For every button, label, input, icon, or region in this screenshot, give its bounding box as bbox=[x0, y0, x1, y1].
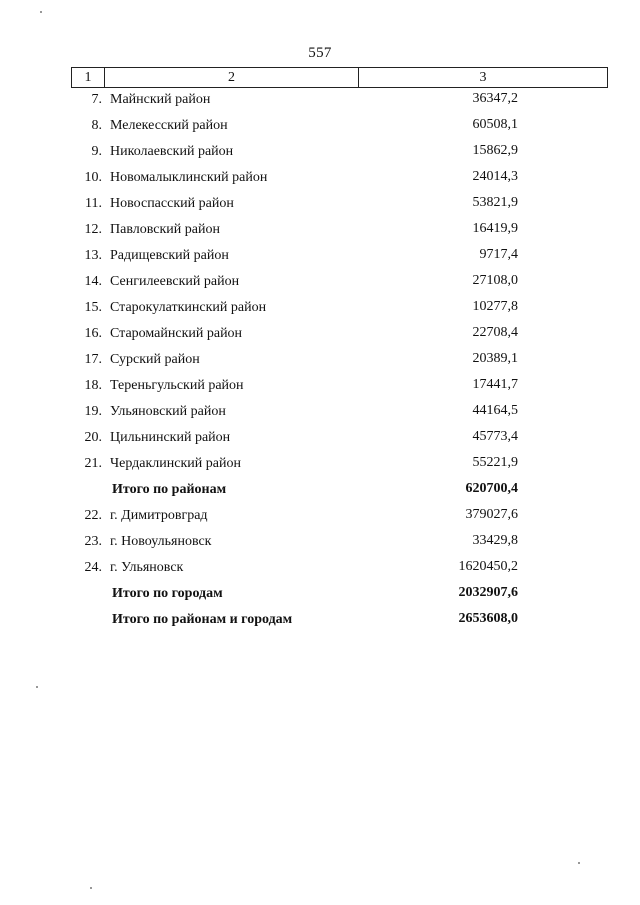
header-col-2: 2 bbox=[105, 68, 359, 87]
row-number: 20. bbox=[84, 430, 102, 445]
table-row bbox=[0, 245, 640, 271]
row-number: 9. bbox=[91, 144, 102, 159]
row-name: Николаевский район bbox=[110, 144, 234, 159]
subtotal-row bbox=[0, 583, 640, 609]
row-name: Радищевский район bbox=[110, 248, 229, 263]
row-value: 45773,4 bbox=[472, 429, 518, 444]
row-number: 11. bbox=[85, 196, 102, 211]
row-value: 55221,9 bbox=[472, 455, 518, 470]
row-number: 24. bbox=[84, 560, 102, 575]
row-value: 44164,5 bbox=[472, 403, 518, 418]
row-value: 15862,9 bbox=[472, 143, 518, 158]
row-value: 20389,1 bbox=[472, 351, 518, 366]
table-row bbox=[0, 453, 640, 479]
row-name: Сенгилеевский район bbox=[110, 274, 240, 289]
row-value: 2032907,6 bbox=[458, 585, 518, 600]
row-number: 13. bbox=[84, 248, 102, 263]
table-row bbox=[0, 401, 640, 427]
row-name: Итого по районам bbox=[112, 482, 227, 497]
row-value: 22708,4 bbox=[472, 325, 518, 340]
row-name: Новомалыклинский район bbox=[110, 170, 268, 185]
table-row bbox=[0, 349, 640, 375]
row-name: Итого по районам и городам bbox=[112, 612, 293, 627]
row-number: 21. bbox=[84, 456, 102, 471]
row-number: 15. bbox=[84, 300, 102, 315]
row-number: 10. bbox=[84, 170, 102, 185]
row-value: 620700,4 bbox=[465, 481, 518, 496]
row-number: 22. bbox=[84, 508, 102, 523]
table-row bbox=[0, 89, 640, 115]
row-number: 23. bbox=[84, 534, 102, 549]
scan-speck bbox=[36, 686, 38, 688]
row-name: Мелекесский район bbox=[110, 118, 228, 133]
table-row bbox=[0, 193, 640, 219]
row-name: Цильнинский район bbox=[110, 430, 231, 445]
row-name: Тереньгульский район bbox=[110, 378, 244, 393]
scan-speck bbox=[90, 887, 92, 889]
row-value: 60508,1 bbox=[472, 117, 518, 132]
table-header bbox=[71, 67, 608, 88]
row-name: Сурский район bbox=[110, 352, 200, 367]
row-number: 8. bbox=[91, 118, 102, 133]
table-row bbox=[0, 271, 640, 297]
row-name: Павловский район bbox=[110, 222, 220, 237]
row-name: Чердаклинский район bbox=[110, 456, 241, 471]
table-row bbox=[0, 115, 640, 141]
header-col-3: 3 bbox=[479, 70, 487, 85]
table-row bbox=[0, 323, 640, 349]
header-col-1: 1 bbox=[72, 68, 105, 87]
table-body bbox=[0, 89, 640, 635]
row-name: Майнский район bbox=[110, 92, 211, 107]
row-value: 2653608,0 bbox=[458, 611, 518, 626]
table-row bbox=[0, 141, 640, 167]
row-value: 16419,9 bbox=[472, 221, 518, 236]
row-value: 33429,8 bbox=[472, 533, 518, 548]
row-name: Ульяновский район bbox=[110, 404, 226, 419]
row-number: 17. bbox=[84, 352, 102, 367]
table-row bbox=[0, 375, 640, 401]
row-value: 9717,4 bbox=[479, 247, 518, 262]
row-name: г. Ульяновск bbox=[110, 560, 184, 575]
row-number: 19. bbox=[84, 404, 102, 419]
table-row bbox=[0, 557, 640, 583]
page-number: 557 bbox=[308, 45, 332, 61]
row-number: 7. bbox=[91, 92, 102, 107]
grand-total-row bbox=[0, 609, 640, 635]
row-value: 53821,9 bbox=[472, 195, 518, 210]
row-value: 17441,7 bbox=[472, 377, 518, 392]
row-number: 14. bbox=[84, 274, 102, 289]
scan-speck bbox=[40, 11, 42, 13]
row-value: 27108,0 bbox=[472, 273, 518, 288]
table-row bbox=[0, 427, 640, 453]
row-value: 36347,2 bbox=[472, 91, 518, 106]
row-name: Старокулаткинский район bbox=[110, 300, 267, 315]
scan-speck bbox=[578, 862, 580, 864]
row-value: 1620450,2 bbox=[458, 559, 518, 574]
row-name: г. Димитровград bbox=[110, 508, 208, 523]
row-name: Итого по городам bbox=[112, 586, 223, 601]
subtotal-row bbox=[0, 479, 640, 505]
row-number: 18. bbox=[84, 378, 102, 393]
row-number: 16. bbox=[84, 326, 102, 341]
row-value: 379027,6 bbox=[465, 507, 518, 522]
table-row bbox=[0, 167, 640, 193]
row-number: 12. bbox=[84, 222, 102, 237]
row-value: 24014,3 bbox=[472, 169, 518, 184]
table-row bbox=[0, 297, 640, 323]
row-value: 10277,8 bbox=[472, 299, 518, 314]
row-name: г. Новоульяновск bbox=[110, 534, 212, 549]
table-row bbox=[0, 505, 640, 531]
table-row bbox=[0, 219, 640, 245]
row-name: Старомайнский район bbox=[110, 326, 243, 341]
table-row bbox=[0, 531, 640, 557]
row-name: Новоспасский район bbox=[110, 196, 234, 211]
